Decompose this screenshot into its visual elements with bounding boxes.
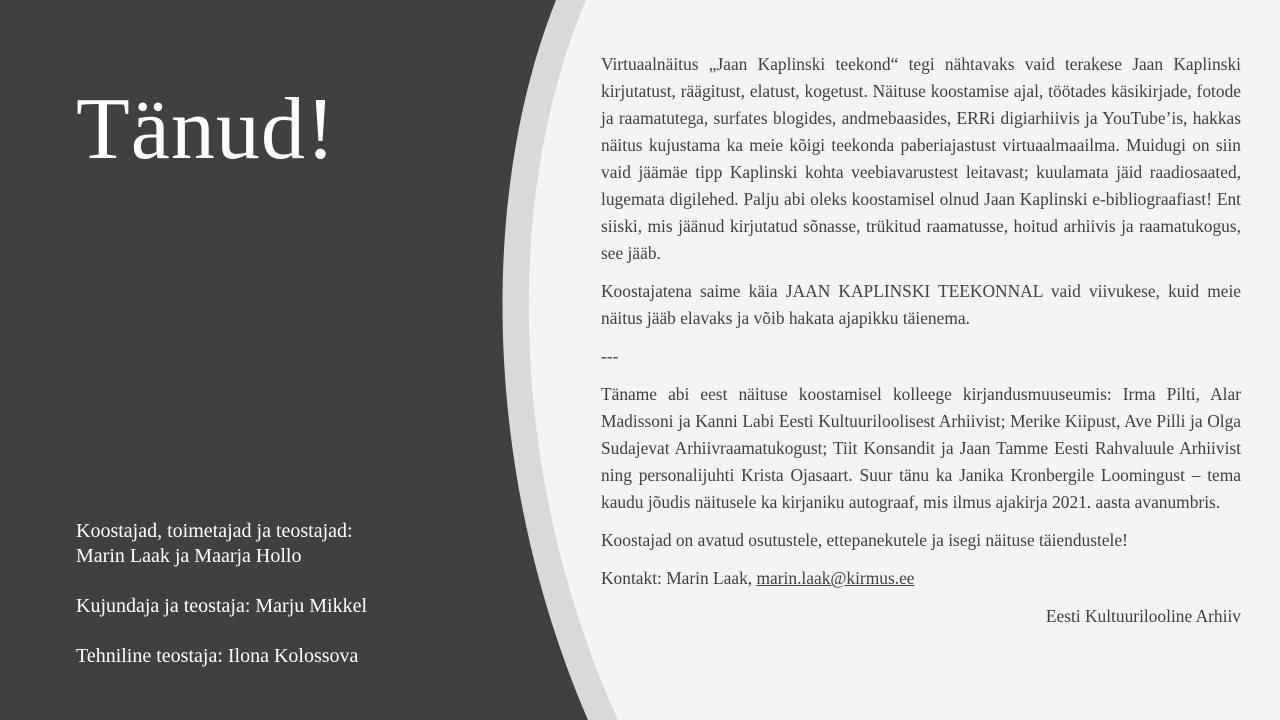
technical-credit: Tehniline teostaja: Ilona Kolossova — [76, 645, 359, 667]
thanks-paragraph: Täname abi eest näituse koostamisel kolleege kirjandusmuuseumis: Irma Pilti, Alar Madissoni ja Kanni Labi Eesti Kultuuriloolisest Arhiivist; Merike Kiipust, Ave Pilli ja Olga Sudajevat Arhiivraamatukogust; Tiit Konsandit ja Jaan Tamme Eesti Rahvaluule Arhiivist ning personalijuhti Krista Ojasaart. Suur tänu ka Janika Kronbergile Loomingust – tema kaudu jõudis näitusele ka kirjaniku autograaf, mis ilmus ajakirja 2021. aasta avanumbris. — [601, 384, 1241, 512]
open-call-paragraph: Koostajad on avatud osutustele, ettepanekutele ja isegi näituse täiendustele! — [601, 530, 1128, 550]
institution-name: Eesti Kultuurilooline Arhiiv — [1045, 606, 1241, 626]
compilers-label: Koostajad, toimetajad ja teostajad: — [76, 520, 353, 542]
contact-email-link[interactable]: marin.laak@kirmus.ee — [756, 568, 915, 588]
designer-credit: Kujundaja ja teostaja: Marju Mikkel — [76, 595, 368, 617]
separator: --- — [601, 346, 619, 366]
credits-spacer — [76, 619, 496, 644]
compilers-names: Marin Laak ja Maarja Hollo — [76, 545, 302, 567]
journey-paragraph: Koostajatena saime käia JAAN KAPLINSKI TEEKONNAL vaid viivukese, kuid meie näitus jääb elavaks ja võib hakata ajapikku täienema. — [601, 281, 1241, 328]
credits-spacer — [76, 569, 496, 594]
content-text — [601, 51, 1241, 641]
contact-line — [601, 565, 1241, 592]
intro-paragraph: Virtuaalnäitus „Jaan Kaplinski teekond“ tegi nähtavaks vaid terakese Jaan Kaplinski kirjutatust, räägitust, elatust, kogetust. Näituse koostamise ajal, töötades käsikirjade, fotode ja raamatutega, surfates blogides, andmebaasides, ERRi digiarhiivis ja YouTube’is, hakkas näitus kujustama ka meie kõigi teekonda paberiajastust virtuaalmaailma. Muidugi on siin vaid jäämäe tipp Kaplinski kohta veebiavarustest leitavast; kuulamata jäid raadiosaated, lugemata digilehed. Palju abi oleks koostamisel olnud Jaan Kaplinski e-bibliograafiast! Ent siiski, mis jäänud kirjutatud sõnasse, trükitud raamatusse, hoitud arhiivis ja raamatukogus, see jääb. — [601, 54, 1241, 263]
slide-title: Tänud! — [76, 81, 337, 178]
contact-label: Kontakt: Marin Laak, — [601, 568, 757, 588]
credits-block — [76, 519, 496, 669]
